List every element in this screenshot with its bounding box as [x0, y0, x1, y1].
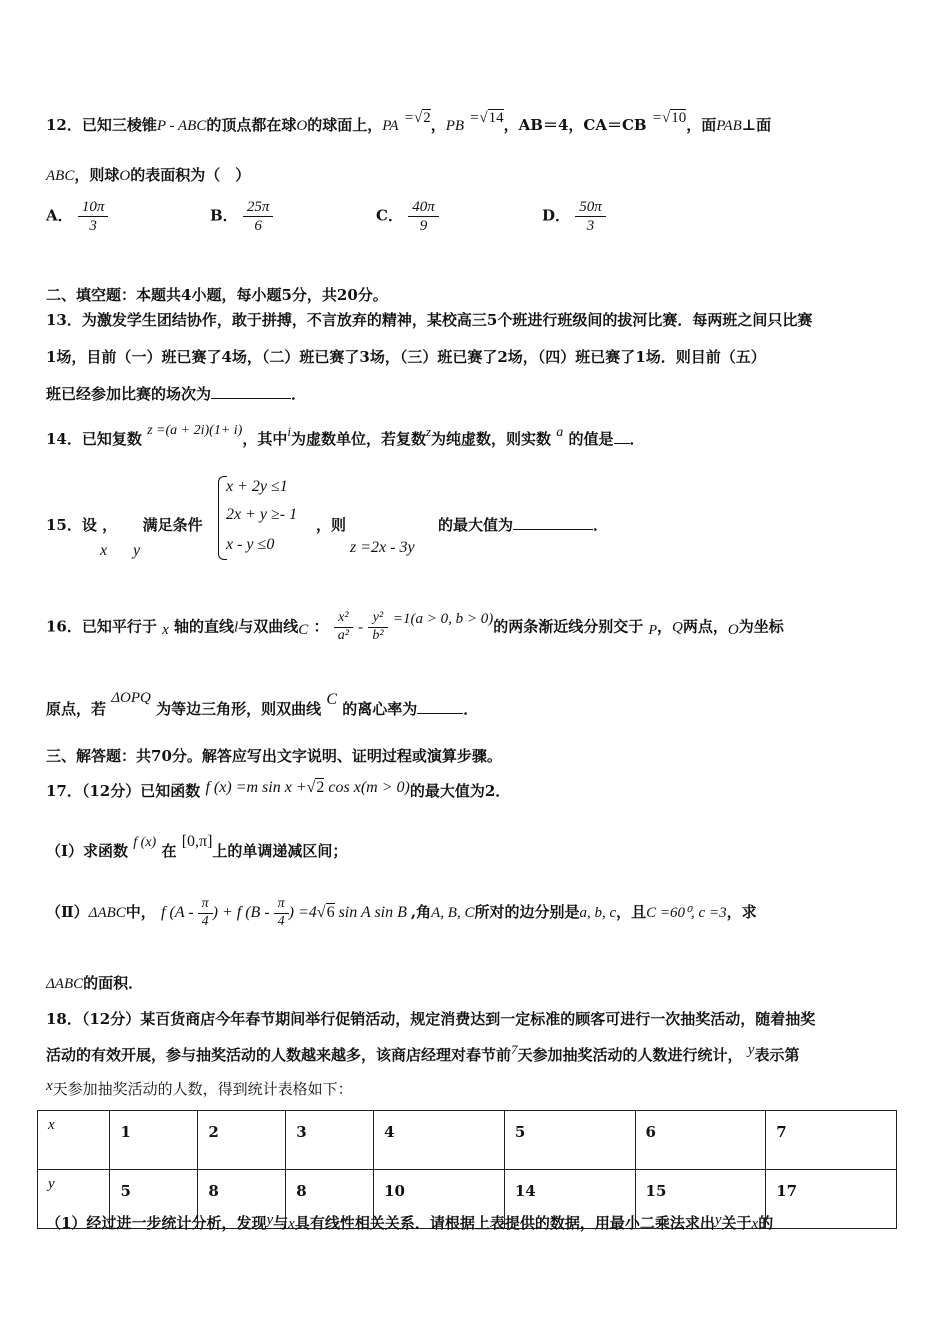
q17-f: f (x) =m sin x + [205, 779, 307, 796]
q14-text-b: ，其中 [242, 430, 288, 448]
q18-p1-c: 具有线性相关关系．请根据上表提供的数据，用最小二乘法求出 [294, 1214, 715, 1232]
fraction-numerator: 10π [78, 198, 109, 217]
q12-line2-rest: ，则球 [74, 166, 120, 184]
q14-text-a: 14．已知复数 [46, 430, 142, 448]
q12-o: O [296, 118, 308, 134]
q17-p2-f2: ) + f (B - [212, 903, 270, 921]
q18-line2 [46, 1044, 799, 1065]
q17-part2 [46, 896, 757, 931]
q14-line [46, 423, 645, 449]
q15-text-c: 的最大值为 [438, 516, 514, 534]
q17-p2-g: 的面积． [83, 974, 144, 992]
q18-p1-b: 与 [273, 1214, 289, 1232]
q16-P: P [648, 623, 657, 639]
fraction-denominator: 3 [586, 218, 595, 234]
q12-option-d[interactable] [542, 198, 606, 235]
table-cell: 15 [635, 1170, 766, 1229]
q16-text-d: 的两条渐近线分别交于 [493, 617, 644, 636]
table-cell: 14 [504, 1170, 635, 1229]
q17-p2-a: （Ⅱ） [46, 902, 89, 921]
q17-p2-f1: f (A - [161, 903, 194, 921]
q12-eq2: = [469, 110, 480, 126]
q16-colon: ： [313, 617, 329, 636]
q17-p1-b: 在 [161, 842, 177, 860]
q12-option-c[interactable] [376, 198, 439, 235]
q17-f-tail: cos x(m > 0) [328, 779, 410, 796]
option-label: D． [542, 206, 571, 225]
q12-pa: PA [382, 118, 399, 134]
q16-frac-x-num: x² [334, 610, 353, 628]
q17-text-a: 17．（12分）已知函数 [46, 782, 201, 800]
q12-line2-o: O [119, 168, 131, 184]
q15-text-a: 15．设 [46, 516, 97, 534]
q12-pabc: P - ABC [156, 118, 207, 134]
q16-C: C [298, 622, 309, 639]
option-fraction [575, 198, 606, 235]
option-fraction [408, 198, 439, 235]
q16-minus: - [358, 619, 364, 636]
q18-x: x [46, 1078, 53, 1094]
q13-line2: 1场，目前（一）班已赛了4场，（二）班已赛了3场，（三）班已赛了2场，（四）班已赛了1场．则目前（五） [46, 348, 766, 366]
fraction-denominator: 9 [419, 218, 428, 234]
q16-line2 [46, 690, 479, 719]
q17-p2-frac1-num: π [198, 896, 213, 914]
q18-line3-a: 天参加抽奖活动的人数，得到统计表格如下： [52, 1080, 353, 1098]
q15-condition-2: 2x + y ≥- 1 [226, 506, 298, 523]
q17-p2-frac2-den: 4 [277, 913, 285, 929]
q12-perp: ⊥面 [741, 116, 772, 134]
q14-end: ． [629, 430, 645, 448]
q17-part1 [46, 833, 348, 861]
q16-text-f: 为坐标 [738, 617, 784, 636]
q13-line1: 13．为激发学生团结协作，敢于拼搏，不言放弃的精神，某校高三5个班进行班级间的拔河比赛．每两班之间只比赛 [46, 311, 813, 329]
q17-text-b: 的最大值为2． [409, 782, 511, 800]
option-fraction [78, 198, 109, 235]
q14-answer-blank[interactable] [614, 443, 630, 444]
q18-y: y [747, 1042, 755, 1058]
q14-text-c: 为虚数单位，若复数 [290, 430, 426, 448]
q17-p2-triangle2: ΔABC [46, 976, 84, 992]
q18-seven: 7 [511, 1042, 518, 1057]
q15-y: y [133, 542, 141, 559]
q16-answer-blank[interactable] [417, 713, 463, 714]
q16-frac-x-den: a² [337, 627, 349, 643]
q12-sqrt14: 14 [488, 110, 504, 126]
q17-line1 [46, 780, 510, 801]
q12-pb: PB [445, 118, 465, 134]
q16-condition: =1(a > 0, b > 0) [392, 611, 494, 628]
table-row-label-y: y [38, 1170, 110, 1229]
q12-line2-end: 的表面积为（ ） [130, 166, 251, 184]
q15-answer-blank[interactable] [513, 529, 593, 530]
q12-sqrt2: 2 [423, 110, 431, 126]
table-cell: 2 [198, 1111, 286, 1170]
q16-frac-y [368, 610, 387, 645]
fraction-numerator: 25π [243, 198, 274, 217]
q12-cb-value: =√10 [651, 110, 687, 126]
option-label: B． [210, 206, 238, 225]
q17-p1-f: f (x) [133, 835, 157, 850]
fraction-denominator: 3 [89, 218, 97, 234]
option-fraction [243, 198, 274, 235]
q17-p2-d: 所对的边分别是 [474, 902, 580, 921]
q17-p1-c: 上的单调递减区间； [212, 842, 348, 860]
q18-line2-b: 天参加抽奖活动的人数进行统计， [517, 1046, 743, 1064]
fraction-numerator: 50π [575, 198, 606, 217]
q18-p1-y2: y [714, 1212, 722, 1228]
q16-C2: C [326, 691, 338, 708]
q16-frac-y-den: b² [372, 627, 384, 643]
q14-z: z [425, 424, 432, 439]
q16-triangle: ΔOPQ [111, 690, 151, 706]
q12-text-b: 的顶点都在球 [206, 116, 297, 134]
q17-function: f (x) =m sin x +√2 cos x(m > 0) [205, 779, 410, 796]
q12-sqrt10: 10 [671, 110, 687, 126]
q16-frac-y-num: y² [368, 610, 387, 628]
q18-line2-a: 活动的有效开展，参与抽奖活动的人数越来越多，该商店经理对春节前 [46, 1046, 512, 1064]
q18-line3 [46, 1078, 353, 1099]
q18-p1-a: （1）经过进一步统计分析，发现 [46, 1214, 267, 1232]
q18-p1-x: x [288, 1216, 295, 1232]
q12-sep1: ， [430, 116, 446, 134]
q18-p1-y: y [266, 1212, 274, 1228]
q12-text-a: 12．已知三棱锥 [46, 116, 157, 134]
q17-p1-a: （Ⅰ）求函数 [46, 842, 129, 860]
section2-heading: 二、填空题：本题共4小题，每小题5分，共20分。 [46, 286, 388, 304]
q17-sqrt2: 2 [316, 779, 325, 796]
q18-p1-d: 关于 [721, 1214, 752, 1232]
q16-line2-b: 为等边三角形，则双曲线 [156, 700, 322, 718]
q14-formula: z =(a + 2i)(1+ i) [147, 423, 243, 438]
q12-option-a[interactable] [46, 198, 108, 235]
q14-text-e: 的值是 [568, 430, 614, 448]
q16-text-b: 轴的直线 [174, 617, 235, 636]
q15-condition-3: x - y ≤0 [226, 536, 275, 553]
q16-frac-x [334, 610, 353, 645]
q14-i: i [287, 424, 291, 439]
q12-pa-value: =√2 [403, 110, 431, 126]
q13-answer-blank[interactable] [211, 398, 291, 399]
q16-O: O [727, 622, 739, 639]
q12-line2 [46, 164, 250, 185]
q15-z-formula: z =2x - 3y [350, 539, 415, 556]
q17-p2-equation: f (A - $\frac{\pi}{4}$ ) + f (B - $\frac{\pi}{4}$ ) =4√6 sin A sin B [161, 896, 407, 929]
q17-p1-interval: [0,π] [181, 833, 213, 850]
q17-p2-c: ,角 [410, 902, 432, 921]
q16-Q: Q [672, 619, 683, 636]
q18-line1: 18．（12分）某百货商店今年春节期间举行促销活动，规定消费达到一定标准的顾客可进行一次抽奖活动，随着抽奖 [46, 1010, 816, 1028]
q17-part2-end [46, 972, 143, 993]
q16-line1 [46, 610, 784, 645]
q16-text-e: 两点， [682, 617, 728, 636]
fraction-numerator: 40π [408, 198, 439, 217]
q14-text-d: 为纯虚数，则实数 [431, 430, 552, 448]
q17-p2-angles: A, B, C [431, 904, 475, 921]
q15-end: ． [593, 516, 609, 534]
q18-p1-e: 的 [758, 1214, 774, 1232]
section3-heading: 三、解答题：共70分。解答应写出文字说明、证明过程或演算步骤。 [46, 747, 502, 765]
q15-x: x [100, 542, 108, 559]
q16-end: ． [463, 700, 479, 718]
table-cell: 17 [766, 1170, 897, 1229]
q18-line2-c: 表示第 [754, 1046, 800, 1064]
table-cell: 3 [286, 1111, 374, 1170]
q16-sep: ， [657, 617, 673, 636]
q17-p2-frac2-num: π [274, 896, 289, 914]
table-cell: 1 [110, 1111, 198, 1170]
table-cell: 4 [374, 1111, 505, 1170]
q12-tail: ，面 [686, 116, 717, 134]
q15-line [46, 514, 203, 535]
q12-line1 [46, 110, 772, 135]
option-label: C． [376, 206, 403, 225]
q16-l: l [234, 619, 239, 636]
q17-p2-frac2 [274, 896, 289, 931]
q13-line3 [46, 383, 306, 404]
q17-p2-f3: ) =4 [288, 903, 317, 921]
q12-eq3: = [651, 110, 662, 126]
q17-p2-triangle: ΔABC [88, 904, 126, 921]
q12-eq1: = [403, 110, 414, 126]
q17-p2-e: ，且 [616, 902, 647, 921]
q12-pab: PAB [716, 118, 742, 134]
q15-comma: ， [102, 516, 118, 534]
q17-p2-sides: a, b, c [579, 904, 617, 921]
q18-part1 [46, 1212, 773, 1233]
q17-p2-frac1-den: 4 [201, 913, 209, 929]
q12-option-b[interactable] [210, 198, 273, 235]
q16-line2-a: 原点，若 [46, 700, 107, 718]
q17-p2-f: ，求 [726, 902, 757, 921]
q12-ab-eq: AB＝4，CA＝CB [518, 116, 647, 134]
q13-text: 班已经参加比赛的场次为 [46, 385, 212, 403]
fraction-denominator: 6 [254, 218, 262, 234]
q16-text-a: 16．已知平行于 [46, 617, 157, 636]
table-cell: 6 [635, 1111, 766, 1170]
q16-text-c: 与双曲线 [238, 617, 299, 636]
table-row [38, 1111, 897, 1170]
q12-pb-value: =√14 [469, 110, 504, 126]
table-cell: 8 [286, 1170, 374, 1229]
q17-p2-sqrt6: 6 [326, 903, 335, 921]
q17-p2-b: 中， [125, 902, 156, 921]
table-cell: 10 [374, 1170, 505, 1229]
q18-p1-x2: x [751, 1216, 759, 1232]
q17-p2-f4: sin A sin B [338, 903, 407, 921]
table-cell: 5 [504, 1111, 635, 1170]
q15-text-b: 满足条件 [142, 516, 203, 534]
q15-condition-1: x + 2y ≤1 [226, 478, 288, 495]
q13-end: ． [291, 385, 307, 403]
q12-abc: ABC [46, 168, 75, 184]
table-cell: 5 [110, 1170, 198, 1229]
q17-p2-condition: C =60⁰, c =3 [646, 904, 727, 921]
table-cell: 7 [766, 1111, 897, 1170]
q15-tail [438, 514, 608, 535]
q17-p2-frac1 [198, 896, 213, 931]
table-row-label-x: x [38, 1111, 110, 1170]
q15-then: ，则 [316, 516, 347, 534]
q12-text-c: 的球面上， [307, 116, 383, 134]
q14-a: a [556, 425, 564, 440]
q12-sep2: ， [503, 116, 519, 134]
table-cell: 8 [198, 1170, 286, 1229]
q16-x: x [162, 622, 169, 639]
option-label: A． [46, 206, 73, 225]
q16-line2-c: 的离心率为 [342, 700, 418, 718]
